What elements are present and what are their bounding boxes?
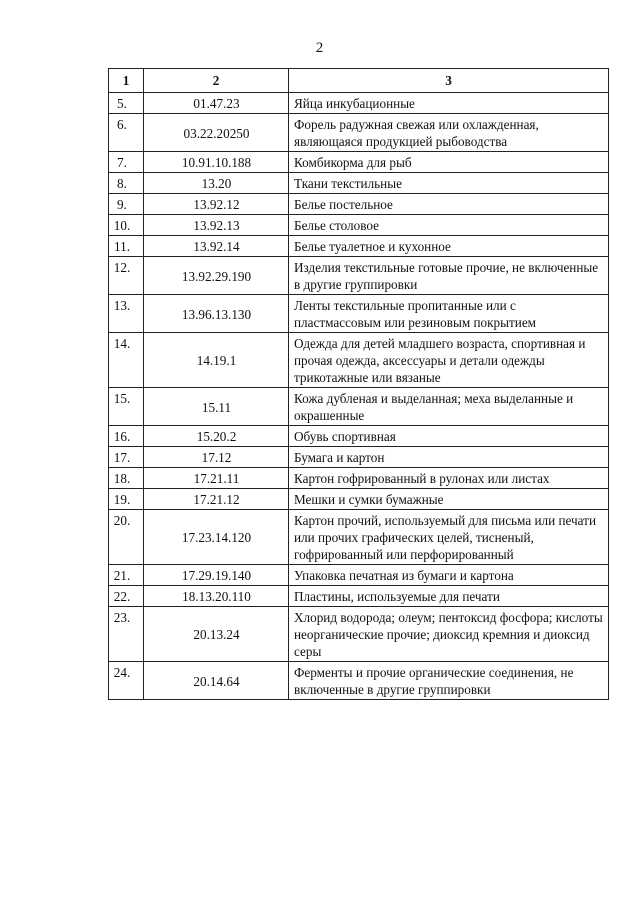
row-number: 13. <box>109 295 144 333</box>
row-number: 24. <box>109 662 144 700</box>
row-code: 01.47.23 <box>144 93 289 114</box>
row-code: 13.20 <box>144 173 289 194</box>
table-header <box>109 69 609 93</box>
table-row <box>109 236 609 257</box>
column-header-code: 2 <box>144 69 289 93</box>
table-row <box>109 215 609 236</box>
table-row <box>109 426 609 447</box>
row-name: Комбикорма для рыб <box>289 152 609 173</box>
row-code: 13.92.13 <box>144 215 289 236</box>
table-row <box>109 468 609 489</box>
row-number: 16. <box>109 426 144 447</box>
table-row <box>109 93 609 114</box>
row-number: 8. <box>109 173 144 194</box>
row-number: 18. <box>109 468 144 489</box>
row-code: 17.23.14.120 <box>144 510 289 565</box>
row-name: Изделия текстильные готовые прочие, не включенные в другие группировки <box>289 257 609 295</box>
row-code: 20.13.24 <box>144 607 289 662</box>
row-number: 11. <box>109 236 144 257</box>
row-number: 10. <box>109 215 144 236</box>
table-row <box>109 114 609 152</box>
row-code: 13.92.29.190 <box>144 257 289 295</box>
row-number: 9. <box>109 194 144 215</box>
row-name: Мешки и сумки бумажные <box>289 489 609 510</box>
table-row <box>109 662 609 700</box>
row-code: 13.92.12 <box>144 194 289 215</box>
header-row <box>109 69 609 93</box>
row-number: 19. <box>109 489 144 510</box>
row-code: 17.21.11 <box>144 468 289 489</box>
row-name: Ленты текстильные пропитанные или с пластмассовым или резиновым покрытием <box>289 295 609 333</box>
table-row <box>109 295 609 333</box>
row-number: 15. <box>109 388 144 426</box>
row-code: 20.14.64 <box>144 662 289 700</box>
row-name: Картон гофрированный в рулонах или листах <box>289 468 609 489</box>
table-row <box>109 194 609 215</box>
row-number: 7. <box>109 152 144 173</box>
row-number: 5. <box>109 93 144 114</box>
table-row <box>109 333 609 388</box>
table-row <box>109 607 609 662</box>
row-code: 15.11 <box>144 388 289 426</box>
row-number: 21. <box>109 565 144 586</box>
row-number: 23. <box>109 607 144 662</box>
page-number: 2 <box>315 40 324 56</box>
table-row <box>109 388 609 426</box>
row-name: Белье столовое <box>289 215 609 236</box>
row-code: 13.92.14 <box>144 236 289 257</box>
row-name: Упаковка печатная из бумаги и картона <box>289 565 609 586</box>
row-code: 13.96.13.130 <box>144 295 289 333</box>
row-name: Белье туалетное и кухонное <box>289 236 609 257</box>
row-name: Кожа дубленая и выделанная; меха выделанные и окрашенные <box>289 388 609 426</box>
column-header-number: 1 <box>109 69 144 93</box>
row-number: 22. <box>109 586 144 607</box>
row-name: Картон прочий, используемый для письма или печати или прочих графических целей, тисненый, гофрированный или перфорированный <box>289 510 609 565</box>
row-code: 14.19.1 <box>144 333 289 388</box>
row-number: 14. <box>109 333 144 388</box>
row-code: 17.12 <box>144 447 289 468</box>
row-code: 10.91.10.188 <box>144 152 289 173</box>
row-code: 18.13.20.110 <box>144 586 289 607</box>
row-code: 03.22.20250 <box>144 114 289 152</box>
row-name: Яйца инкубационные <box>289 93 609 114</box>
table-row <box>109 173 609 194</box>
table-row <box>109 447 609 468</box>
table-row <box>109 565 609 586</box>
row-name: Пластины, используемые для печати <box>289 586 609 607</box>
column-header-name: 3 <box>289 69 609 93</box>
row-number: 17. <box>109 447 144 468</box>
products-table <box>108 68 609 700</box>
row-name: Ферменты и прочие органические соединения, не включенные в другие группировки <box>289 662 609 700</box>
row-name: Обувь спортивная <box>289 426 609 447</box>
table-row <box>109 510 609 565</box>
row-name: Белье постельное <box>289 194 609 215</box>
row-name: Хлорид водорода; олеум; пентоксид фосфора; кислоты неорганические прочие; диоксид кремния и диоксид серы <box>289 607 609 662</box>
row-name: Ткани текстильные <box>289 173 609 194</box>
row-name: Форель радужная свежая или охлажденная, являющаяся продукцией рыбоводства <box>289 114 609 152</box>
table-row <box>109 257 609 295</box>
table-body <box>109 93 609 700</box>
row-name: Одежда для детей младшего возраста, спортивная и прочая одежда, аксессуары и детали одежды трикотажные или вязаные <box>289 333 609 388</box>
row-number: 20. <box>109 510 144 565</box>
table-row <box>109 586 609 607</box>
row-name: Бумага и картон <box>289 447 609 468</box>
row-number: 6. <box>109 114 144 152</box>
row-number: 12. <box>109 257 144 295</box>
table-row <box>109 152 609 173</box>
row-code: 17.21.12 <box>144 489 289 510</box>
row-code: 17.29.19.140 <box>144 565 289 586</box>
table-row <box>109 489 609 510</box>
row-code: 15.20.2 <box>144 426 289 447</box>
